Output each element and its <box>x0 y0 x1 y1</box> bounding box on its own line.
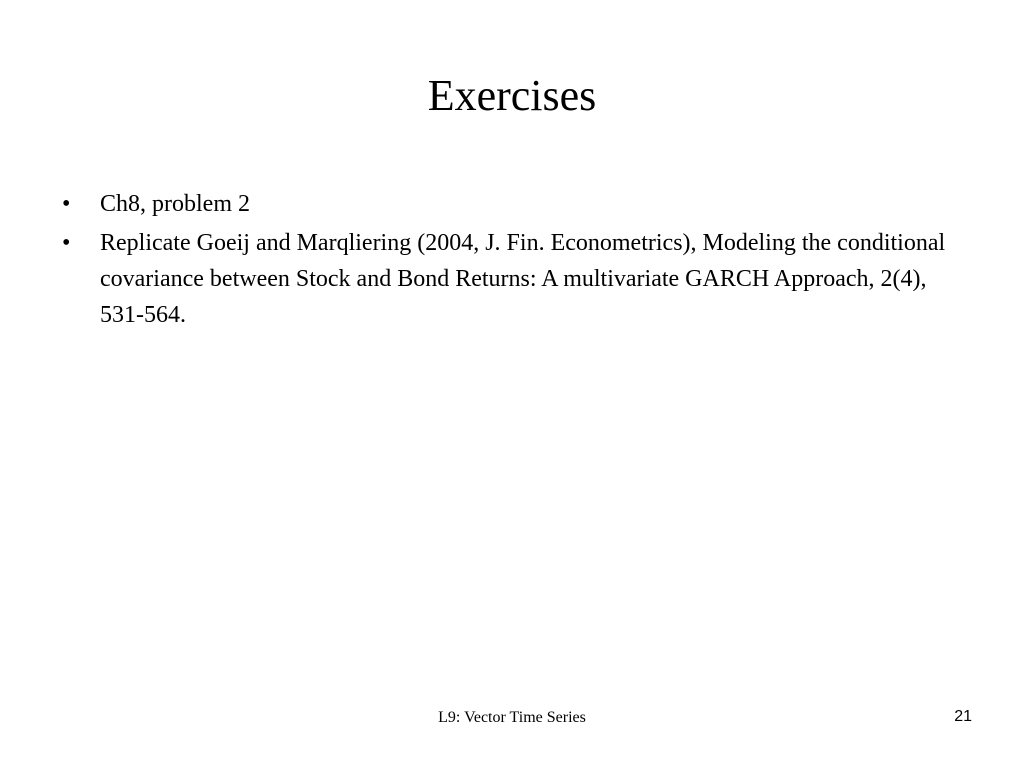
bullet-text: Ch8, problem 2 <box>100 191 250 217</box>
bullet-marker: • <box>62 191 71 217</box>
bullet-marker: • <box>62 230 71 256</box>
page-number: 21 <box>954 708 972 725</box>
bullet-item <box>62 186 972 222</box>
bullet-text: Replicate Goeij and Marqliering (2004, J. Fin. Econometrics), Modeling the conditional covariance between Stock and Bond Returns: A multivariate GARCH Approach, 2(4), 531-564. <box>100 230 946 328</box>
footer-lecture-title: L9: Vector Time Series <box>438 709 586 726</box>
bullet-item <box>62 225 972 333</box>
bullet-list <box>62 186 972 336</box>
slide-title: Exercises <box>427 71 597 120</box>
